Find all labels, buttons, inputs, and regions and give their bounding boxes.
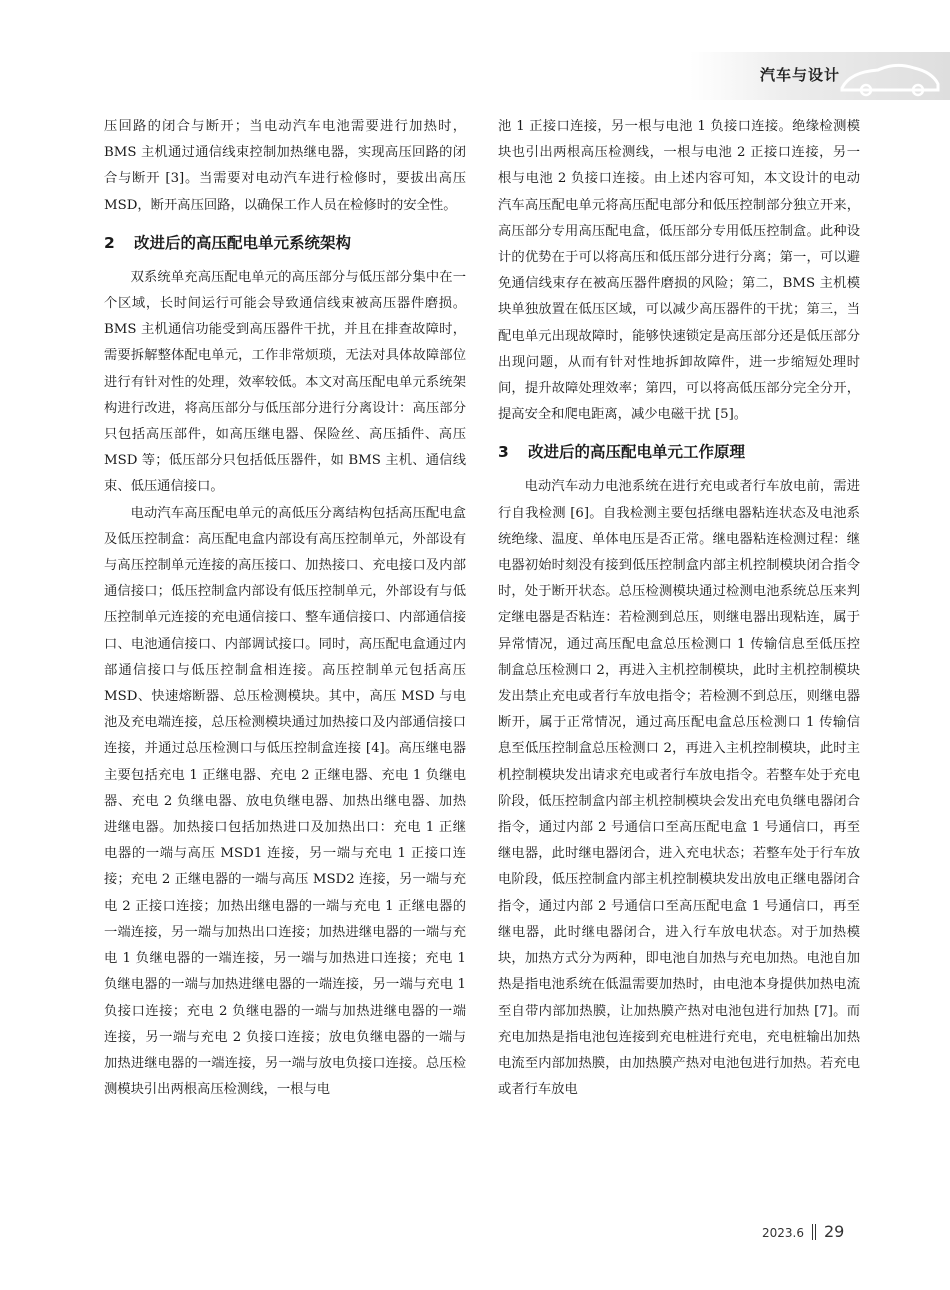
section-heading	[498, 438, 860, 466]
paragraph: 池 1 正接口连接，另一根与电池 1 负接口连接。绝缘检测模块也引出两根高压检测线，一根与电池 2 正接口连接，另一根与电池 2 负接口连接。由上述内容可知，本文设计的电动汽车高压配电单元将高压配电部分和低压控制部分独立开来，高压部分专用高压配电盒，低压部分专用低压控制盒。此种设计的优势在于可以将高压和低压部分进行分离；第一，可以避免通信线束存在被高压器件磨损的风险；第二，BMS 主机模块单独放置在低压区域，可以减少高压器件的干扰；第三，当配电单元出现故障时，能够快速锁定是高压部分还是低压部分出现问题，从而有针对性地拆卸故障件，进一步缩短处理时间，提升故障处理效率；第四，可以将高低压部分完全分开，提高安全和爬电距离，减少电磁干扰 [5]。	[498, 119, 860, 423]
section-title: 改进后的高压配电单元工作原理	[528, 443, 746, 462]
right-column	[498, 114, 860, 1103]
section-title: 改进后的高压配电单元系统架构	[134, 233, 352, 252]
car-icon	[840, 58, 940, 98]
footer-divider	[812, 1224, 816, 1240]
section-heading	[104, 229, 466, 257]
paragraph: 电动汽车动力电池系统在进行充电或者行车放电前，需进行自我检测 [6]。自我检测主要包括继电器粘连状态及电池系统绝缘、温度、单体电压是否正常。继电器粘连检测过程：继电器初始时刻没有接到低压控制盒内部主机控制模块闭合指令时，处于断开状态。总压检测模块通过检测电池系统总压来判定继电器是否粘连：若检测到总压，则继电器出现粘连，属于异常情况，通过高压配电盒总压检测口 1 传输信息至低压控制盒总压检测口 2，再进入主机控制模块，此时主机控制模块发出禁止充电或者行车放电指令；若检测不到总压，则继电器断开，属于正常情况，通过高压配电盒总压检测口 1 传输信息至低压控制盒总压检测口 2，再进入主机控制模块，此时主机控制模块发出请求充电或者行车放电指令。若整车处于充电阶段，低压控制盒内部主机控制模块会发出充电负继电器闭合指令，通过内部 2 号通信口至高压配电盒 1 号通信口，再至继电器，此时继电器闭合，进入充电状态；若整车处于行车放电阶段，低压控制盒内部主机控制模块发出放电正继电器闭合指令，通过内部 2 号通信口至高压配电盒 1 号通信口，再至继电器，此时继电器闭合，进入行车放电状态。对于加热模块，加热方式分为两种，即电池自加热与充电加热。电池自加热是指电池系统在低温需要加热时，由电池本身提供加热电流至自带内部加热膜，让加热膜产热对电池包进行加热 [7]。而充电加热是指电池包连接到充电桩进行充电，充电桩输出加热电流至内部加热膜，由加热膜产热对电池包进行加热。若充电或者行车放电	[498, 479, 860, 1098]
page-footer	[762, 1222, 844, 1241]
section-number: 3	[498, 443, 509, 462]
paragraph: 双系统单充高压配电单元的高压部分与低压部分集中在一个区域，长时间运行可能会导致通信线束被高压器件磨损。BMS 主机通信功能受到高压器件干扰，并且在排查故障时，需要拆解整体配电单元，工作非常烦琐，无法对具体故障部位进行有针对性的处理，效率较低。本文对高压配电单元系统架构进行改进，将高压部分与低压部分进行分离设计：高压部分只包括高压部件，如高压继电器、保险丝、高压插件、高压 MSD 等；低压部分只包括低压器件，如 BMS 主机、通信线束、低压通信接口。	[104, 269, 466, 495]
paragraph: 压回路的闭合与断开；当电动汽车电池需要进行加热时，BMS 主机通过通信线束控制加热继电器，实现高压回路的闭合与断开 [3]。当需要对电动汽车进行检修时，要拔出高压 MSD，断开高压回路，以确保工作人员在检修时的安全性。	[104, 119, 466, 213]
page-number: 29	[824, 1222, 845, 1241]
paragraph: 电动汽车高压配电单元的高低压分离结构包括高压配电盒及低压控制盒：高压配电盒内部设有高压控制单元，外部设有与高压控制单元连接的高压接口、加热接口、充电接口及内部通信接口；低压控制盒内部设有低压控制单元，外部设有与低压控制单元连接的充电通信接口、整车通信接口、内部通信接口、电池通信接口、内部调试接口。同时，高压配电盒通过内部通信接口与低压控制盒相连接。高压控制单元包括高压 MSD、快速熔断器、总压检测模块。其中，高压 MSD 与电池及充电端连接，总压检测模块通过加热接口及内部通信接口连接，并通过总压检测口与低压控制盒连接 [4]。高压继电器主要包括充电 1 正继电器、充电 2 正继电器、充电 1 负继电器、充电 2 负继电器、放电负继电器、加热出继电器、加热进继电器。加热接口包括加热进口及加热出口：充电 1 正继电器的一端与高压 MSD1 连接，另一端与充电 1 正接口连接；充电 2 正继电器的一端与高压 MSD2 连接，另一端与充电 2 正接口连接；加热出继电器的一端与充电 1 正继电器的一端连接，另一端与加热出口连接；加热进继电器的一端与充电 1 负继电器的一端连接，另一端与加热进口连接；充电 1 负继电器的一端与加热进继电器的一端连接，另一端与充电 1 负接口连接；充电 2 负继电器的一端与加热进继电器的一端连接，另一端与充电 2 负接口连接；放电负继电器的一端与加热进继电器的一端连接，另一端与放电负接口连接。总压检测模块引出两根高压检测线，一根与电	[104, 505, 466, 1098]
left-column	[104, 114, 466, 1103]
issue-number: 2023.6	[762, 1226, 804, 1240]
section-number: 2	[104, 233, 115, 252]
journal-title: 汽车与设计	[760, 66, 841, 84]
